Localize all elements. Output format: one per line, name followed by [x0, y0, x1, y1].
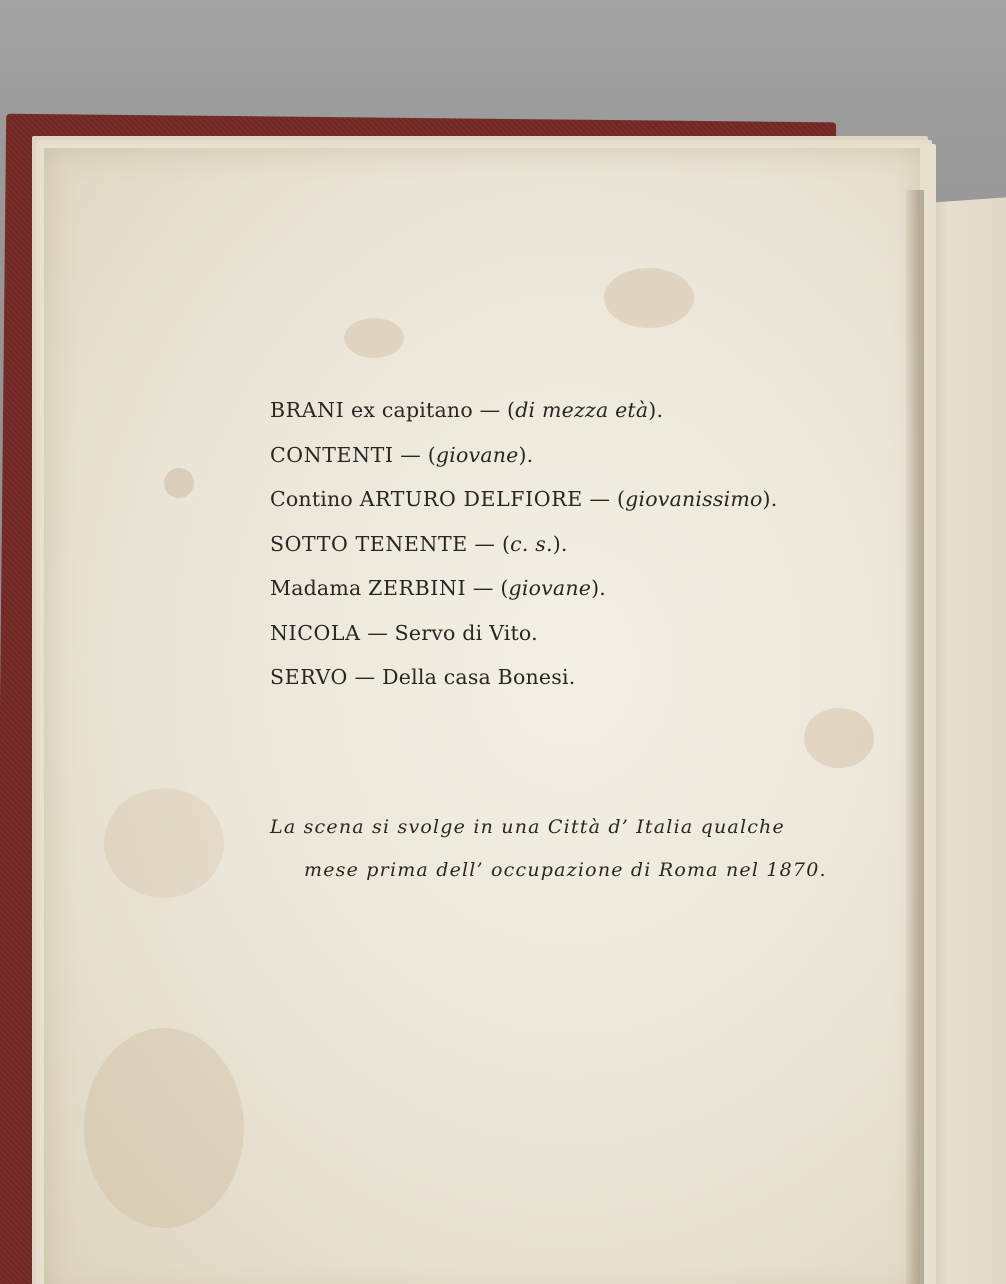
character-name: BRANI — [270, 398, 345, 422]
character-prefix: Contino — [270, 487, 360, 511]
foxing-stain — [344, 318, 404, 358]
setting-line-1: La scena si svolge in una Città d’ Italia qualche — [270, 816, 785, 838]
foxing-stain — [804, 708, 874, 768]
scene-setting — [270, 806, 830, 892]
character-name: CONTENTI — [270, 442, 394, 467]
foxing-stain — [104, 788, 224, 898]
foxing-stain — [604, 268, 694, 328]
character-desc: — Della casa Bonesi. — [347, 665, 576, 689]
character-note: giovane — [435, 442, 519, 467]
character-desc: — Servo di Vito. — [360, 620, 538, 645]
cast-entry-servo — [270, 655, 870, 700]
character-name: ARTURO DELFIORE — [359, 487, 583, 511]
setting-line-2: mese prima dell’ occupazione di Roma nel 1870. — [304, 859, 827, 881]
gutter-shadow — [906, 190, 924, 1284]
character-tail: ). — [648, 398, 664, 422]
character-note: giovane — [508, 576, 592, 600]
cast-entry-zerbini — [270, 566, 870, 611]
cast-entry-arturo-delfiore — [270, 477, 870, 522]
character-desc: — ( — [467, 531, 511, 556]
cast-entry-nicola — [270, 611, 870, 656]
character-desc: ex capitano — ( — [344, 398, 516, 422]
character-prefix: Madama — [270, 576, 369, 600]
character-tail: ). — [591, 576, 607, 600]
character-name: SOTTO TENENTE — [270, 531, 468, 556]
cast-entry-brani — [270, 388, 870, 433]
character-note: di mezza età — [515, 398, 649, 422]
cast-entry-contenti — [270, 433, 870, 478]
book-page — [44, 148, 920, 1284]
foxing-stain — [84, 1028, 244, 1228]
cast-list — [270, 388, 870, 700]
foxing-stain — [164, 468, 194, 498]
character-note: giovanissimo — [625, 487, 763, 511]
character-name: SERVO — [270, 665, 348, 689]
character-desc: — ( — [393, 442, 436, 467]
character-tail: ). — [762, 487, 778, 511]
cast-entry-sotto-tenente — [270, 522, 870, 567]
character-desc: — ( — [582, 487, 626, 511]
character-desc: — ( — [466, 576, 509, 600]
character-name: NICOLA — [270, 620, 361, 645]
character-note: c. s. — [510, 531, 553, 556]
character-name: ZERBINI — [368, 576, 467, 600]
character-tail: ). — [518, 442, 534, 467]
character-tail: ). — [552, 531, 568, 556]
